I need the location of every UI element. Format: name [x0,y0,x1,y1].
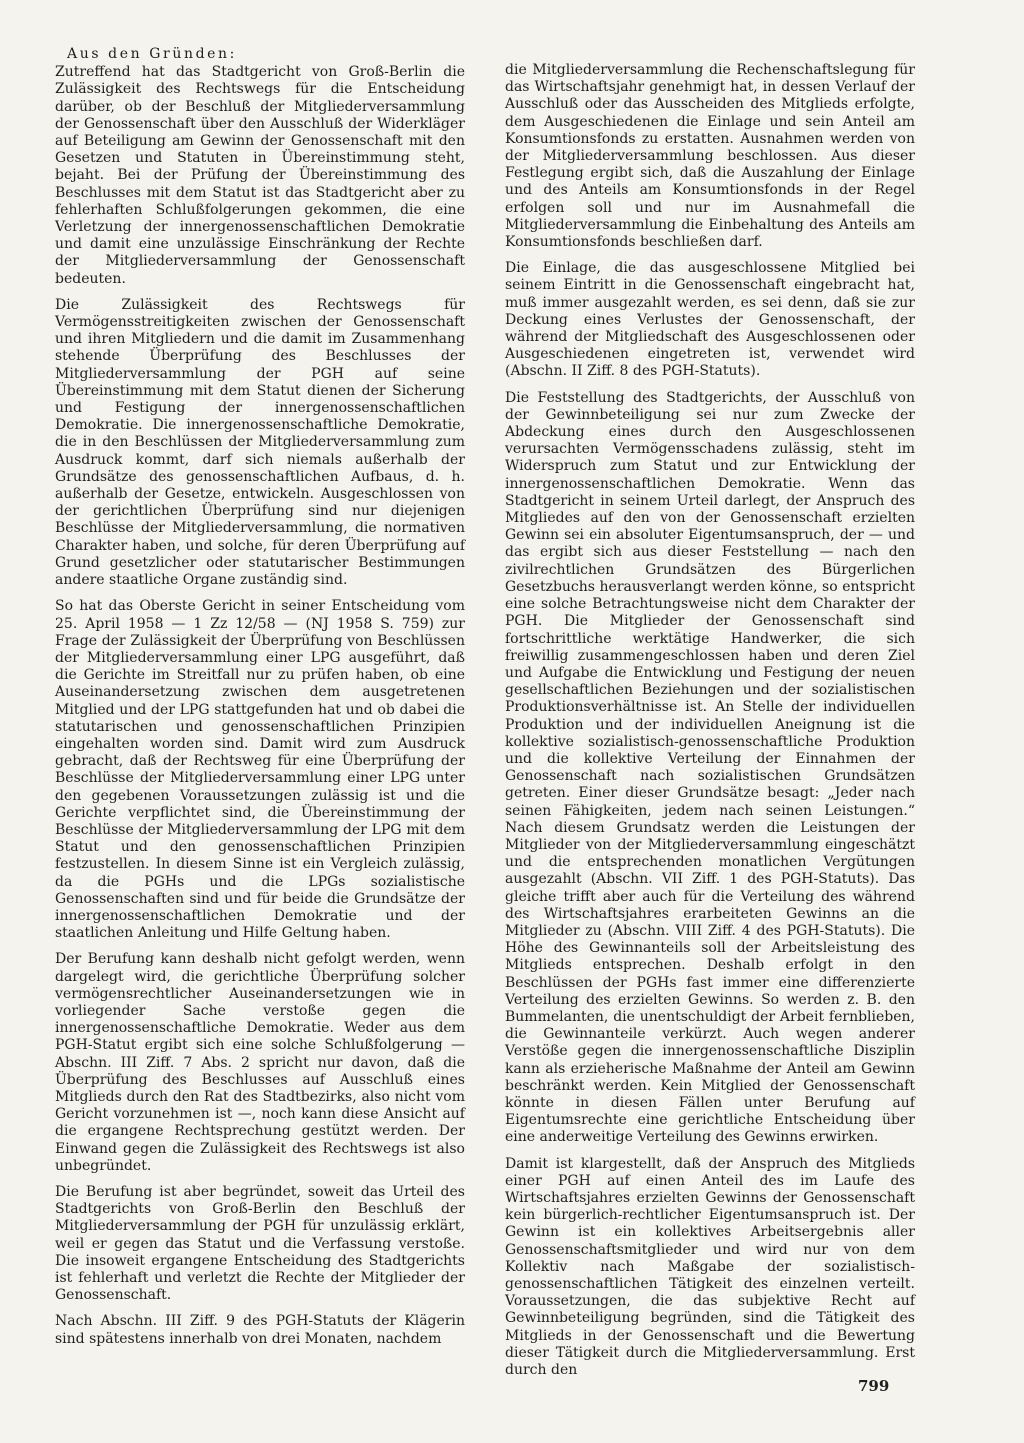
section-heading: Aus den Gründen: [67,46,237,62]
paragraph: Die Einlage, die das ausgeschlossene Mitglied bei seinem Eintritt in die Genossenschaft eingebracht hat, muß immer ausgezahlt werden, es sei denn, daß sie zur Deckung eines Verlustes der Genossenschaft, der während der Mitgliedschaft des Ausgeschlossenen oder Ausgeschiedenen eingetreten ist, verwendet wird (Abschn. II Ziff. 8 des PGH-Statuts). [505,260,915,380]
right-column [505,62,915,1388]
paragraph: Damit ist klargestellt, daß der Anspruch des Mitglieds einer PGH auf einen Anteil des im Laufe des Wirtschaftsjahres erzielten Gewinns der Genossenschaft kein bürgerlich-rechtlicher Eigentumsanspruch ist. Der Gewinn ist ein kollektives Arbeitsergebnis aller Genossenschaftsmitglieder und wird nur von dem Kollektiv nach Maßgabe der sozialistisch-genossenschaftlichen Tätigkeit des einzelnen verteilt. Voraussetzungen, die das subjektive Recht auf Gewinnbeteiligung begründen, sind die Tätigkeit des Mitglieds in der Genossenschaft und die Bewertung dieser Tätigkeit durch die Mitgliederversammlung. Erst durch den [505,1155,915,1379]
left-column [55,46,465,1357]
paragraph: Die Berufung ist aber begründet, soweit das Urteil des Stadtgerichts von Groß-Berlin den Beschluß der Mitgliederversammlung der PGH für unzulässig erklärt, weil er gegen das Statut und die Verfassung verstoße. Die insoweit ergangene Entscheidung des Stadtgerichts ist fehlerhaft und verletzt die Rechte der Mitglieder der Genossenschaft. [55,1184,465,1304]
page-number: 799 [858,1377,890,1395]
paragraph: Die Feststellung des Stadtgerichts, der Ausschluß von der Gewinnbeteiligung sei nur zum Zwecke der Abdeckung eines durch den Ausgeschlossenen verursachten Vermögensschadens zulässig, steht im Widerspruch zum Statut und zur Entwicklung der innergenossenschaftlichen Demokratie. Wenn das Stadtgericht in seinem Urteil darlegt, der Anspruch des Mitgliedes auf den von der Genossenschaft erzielten Gewinn sei ein absoluter Eigentumsanspruch, der — und das ergibt sich aus dieser Feststellung — nach den zivilrechtlichen Grundsätzen des Bürgerlichen Gesetzbuchs herausverlangt werden könne, so entspricht eine solche Betrachtungsweise nicht dem Charakter der PGH. Die Mitglieder der Genossenschaft sind fortschrittliche werktätige Handwerker, die sich freiwillig zusammengeschlossen haben und deren Ziel und Aufgabe die Entwicklung und Festigung der neuen gesellschaftlichen Beziehungen und der sozialistischen Produktionsverhältnisse ist. An Stelle der individuellen Produktion und der individuellen Aneignung ist die kollektive sozialistisch-genossenschaftliche Produktion und die kollektive Verteilung der Einnahmen der Genossenschaft nach sozialistischen Grundsätzen getreten. Einer dieser Grundsätze besagt: „Jeder nach seinen Fähigkeiten, jedem nach seinen Leistungen.“ Nach diesem Grundsatz werden die Leistungen der Mitglieder von der Mitgliederversammlung eingeschätzt und die entsprechenden monatlichen Vergütungen ausgezahlt (Abschn. VII Ziff. 1 des PGH-Statuts). Das gleiche trifft aber auch für die Verteilung des während des Wirtschaftsjahres erarbeiteten Gewinns an die Mitglieder zu (Abschn. VIII Ziff. 4 des PGH-Statuts). Die Höhe des Gewinnanteils soll der Arbeitsleistung des Mitglieds entsprechen. Deshalb erfolgt in den Beschlüssen der PGHs fast immer eine differenzierte Verteilung des erzielten Gewinns. So werden z. B. den Bummelanten, die unentschuldigt der Arbeit fernblieben, die Gewinnanteile verkürzt. Auch wegen anderer Verstöße gegen die innergenossenschaftliche Disziplin kann als erzieherische Maßnahme der Anteil am Gewinn beschränkt werden. Kein Mitglied der Genossenschaft könnte in diesen Fällen unter Berufung auf Eigentumsrechte eine gerichtliche Entscheidung über eine anderweitige Verteilung des Gewinns erwirken. [505,389,915,1146]
paragraph: Der Berufung kann deshalb nicht gefolgt werden, wenn dargelegt wird, die gerichtliche Überprüfung solcher vermögensrechtlicher Auseinandersetzungen wie in vorliegender Sache verstoße gegen die innergenossenschaftliche Demokratie. Weder aus dem PGH-Statut ergibt sich eine solche Schlußfolgerung — Abschn. III Ziff. 7 Abs. 2 spricht nur davon, daß die Überprüfung des Beschlusses auf Ausschluß eines Mitglieds durch den Rat des Stadtbezirks, also nicht vom Gericht vorzunehmen ist —, noch kann diese Ansicht auf die ergangene Rechtsprechung gestützt werden. Der Einwand gegen die Zulässigkeit des Rechtswegs ist also unbegründet. [55,951,465,1174]
paragraph: So hat das Oberste Gericht in seiner Entscheidung vom 25. April 1958 — 1 Zz 12/58 — (NJ 1958 S. 759) zur Frage der Zulässigkeit der Überprüfung von Beschlüssen der Mitgliederversammlung einer LPG ausgeführt, daß die Gerichte im Streitfall nur zu prüfen haben, ob eine Auseinandersetzung zwischen dem ausgetretenen Mitglied und der LPG stattgefunden hat und ob dabei die statutarischen und genossenschaftlichen Prinzipien eingehalten worden sind. Damit wird zum Ausdruck gebracht, daß der Rechtsweg für eine Überprüfung der Beschlüsse der Mitgliederversammlung einer LPG unter den gegebenen Voraussetzungen zulässig ist und die Gerichte verpflichtet sind, die Übereinstimmung der Beschlüsse der Mitgliederversammlung der LPG mit dem Statut und den genossenschaftlichen Prinzipien festzustellen. In diesem Sinne ist ein Vergleich zulässig, da die PGHs und die LPGs sozialistische Genossenschaften sind und für beide die Grundsätze der innergenossenschaftlichen Demokratie und der staatlichen Anleitung und Hilfe Geltung haben. [55,598,465,942]
paragraph: Die Zulässigkeit des Rechtswegs für Vermögensstreitigkeiten zwischen der Genossenschaft und ihren Mitgliedern und die damit im Zusammenhang stehende Überprüfung des Beschlusses der Mitgliederversammlung der PGH auf seine Übereinstimmung mit dem Statut dienen der Sicherung und Festigung der innergenossenschaftlichen Demokratie. Die innergenossenschaftliche Demokratie, die in den Beschlüssen der Mitgliederversammlung zum Ausdruck kommt, darf sich niemals außerhalb der Grundsätze des genossenschaftlichen Aufbaus, d. h. außerhalb der Gesetze, entwickeln. Ausgeschlossen von der gerichtlichen Überprüfung sind nur diejenigen Beschlüsse der Mitgliederversammlung, die normativen Charakter haben, und solche, für deren Überprüfung auf Grund gesetzlicher oder statutarischer Bestimmungen andere staatliche Organe zuständig sind. [55,296,465,589]
paragraph: die Mitgliederversammlung die Rechenschaftslegung für das Wirtschaftsjahr genehmigt hat, in dessen Verlauf der Ausschluß oder das Ausscheiden des Mitglieds erfolgte, dem Ausgeschiedenen die Einlage und sein Anteil am Konsumtionsfonds zu erstatten. Ausnahmen werden von der Mitgliederversammlung beschlossen. Aus dieser Festlegung ergibt sich, daß die Auszahlung der Einlage und des Anteils am Konsumtionsfonds in der Regel erfolgen soll und nur im Ausnahmefall die Mitgliederversammlung die Einbehaltung des Anteils am Konsumtionsfonds beschließen darf. [505,62,915,251]
paragraph: Zutreffend hat das Stadtgericht von Groß-Berlin die Zulässigkeit des Rechtswegs für die Entscheidung darüber, ob der Beschluß der Mitgliederversammlung der Genossenschaft über den Ausschluß der Widerkläger auf Beteiligung am Gewinn der Genossenschaft mit den Gesetzen und Statuten in Übereinstimmung steht, bejaht. Bei der Prüfung der Übereinstimmung des Beschlusses mit dem Statut ist das Stadtgericht aber zu fehlerhaften Schlußfolgerungen gekommen, die eine Verletzung der innergenossenschaftlichen Demokratie und damit eine unzulässige Einschränkung der Rechte der Mitgliederversammlung der Genossenschaft bedeuten. [55,64,465,287]
paragraph: Nach Abschn. III Ziff. 9 des PGH-Statuts der Klägerin sind spätestens innerhalb von drei Monaten, nachdem [55,1313,465,1347]
